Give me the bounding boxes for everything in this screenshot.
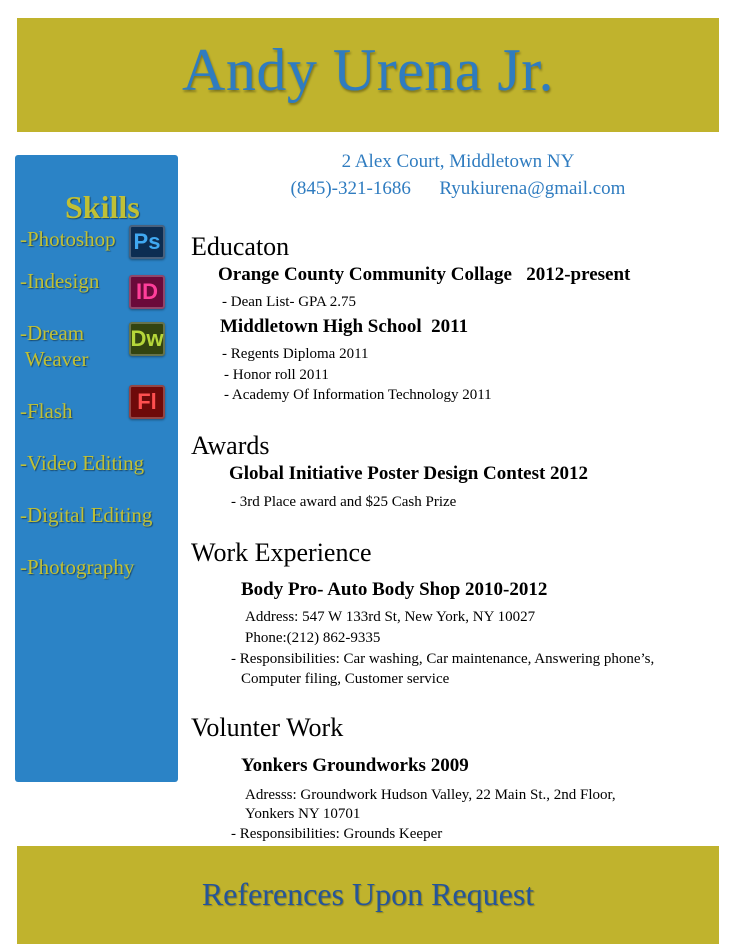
education-heading: Educaton [191, 232, 290, 261]
education-school-2: Middletown High School 2011 [220, 316, 469, 337]
volunteer-address: Adresss: Groundwork Hudson Valley, 22 Main St., 2nd Floor, [245, 787, 616, 803]
footer-banner [17, 846, 719, 944]
photoshop-icon: Ps [129, 225, 165, 259]
indesign-icon: ID [129, 275, 165, 309]
work-phone: Phone:(212) 862-9335 [245, 630, 381, 646]
skill-flash: -Flash [20, 399, 73, 423]
awards-heading: Awards [191, 431, 270, 460]
education-school-1-line: - Dean List- GPA 2.75 [222, 294, 357, 310]
education-school-2-line: - Honor roll 2011 [224, 367, 329, 383]
work-job: Body Pro- Auto Body Shop 2010-2012 [241, 579, 548, 600]
header-banner [17, 18, 719, 132]
skill-weaver: Weaver [20, 347, 89, 371]
footer-references: References Upon Request [201, 876, 535, 912]
volunteer-org: Yonkers Groundworks 2009 [241, 755, 469, 776]
volunteer-address-cont: Yonkers NY 10701 [245, 806, 361, 822]
skill-indesign: -Indesign [20, 269, 100, 293]
award-item: Global Initiative Poster Design Contest 2012 [229, 463, 589, 484]
skills-sidebar [15, 155, 178, 782]
award-line: - 3rd Place award and $25 Cash Prize [231, 494, 457, 510]
education-school-2-line: - Regents Diploma 2011 [222, 346, 369, 362]
volunteer-responsibilities: - Responsibilities: Grounds Keeper [231, 826, 443, 842]
skills-title: Skills [65, 189, 140, 225]
work-address: Address: 547 W 133rd St, New York, NY 10027 [245, 609, 536, 625]
skill-photography: -Photography [20, 555, 135, 579]
skill-digital-editing: -Digital Editing [20, 503, 153, 527]
work-heading: Work Experience [191, 538, 372, 567]
volunteer-heading: Volunter Work [191, 713, 344, 742]
contact-address: 2 Alex Court, Middletown NY [341, 151, 575, 172]
work-responsibilities-cont: Computer filing, Customer service [241, 671, 450, 687]
dreamweaver-icon: Dw [129, 322, 165, 356]
resume-name: Andy Urena Jr. [182, 37, 554, 103]
education-school-2-line: - Academy Of Information Technology 2011 [224, 387, 492, 403]
skill-video-editing: -Video Editing [20, 451, 145, 475]
work-responsibilities: - Responsibilities: Car washing, Car maintenance, Answering phone’s, [231, 651, 655, 667]
flash-icon: Fl [129, 385, 165, 419]
education-school-1: Orange County Community Collage 2012-present [218, 264, 631, 285]
skill-photoshop: -Photoshop [20, 227, 116, 251]
skill-dream: -Dream [20, 321, 85, 345]
contact-phone-email: (845)-321-1686 Ryukiurena@gmail.com [290, 178, 626, 199]
